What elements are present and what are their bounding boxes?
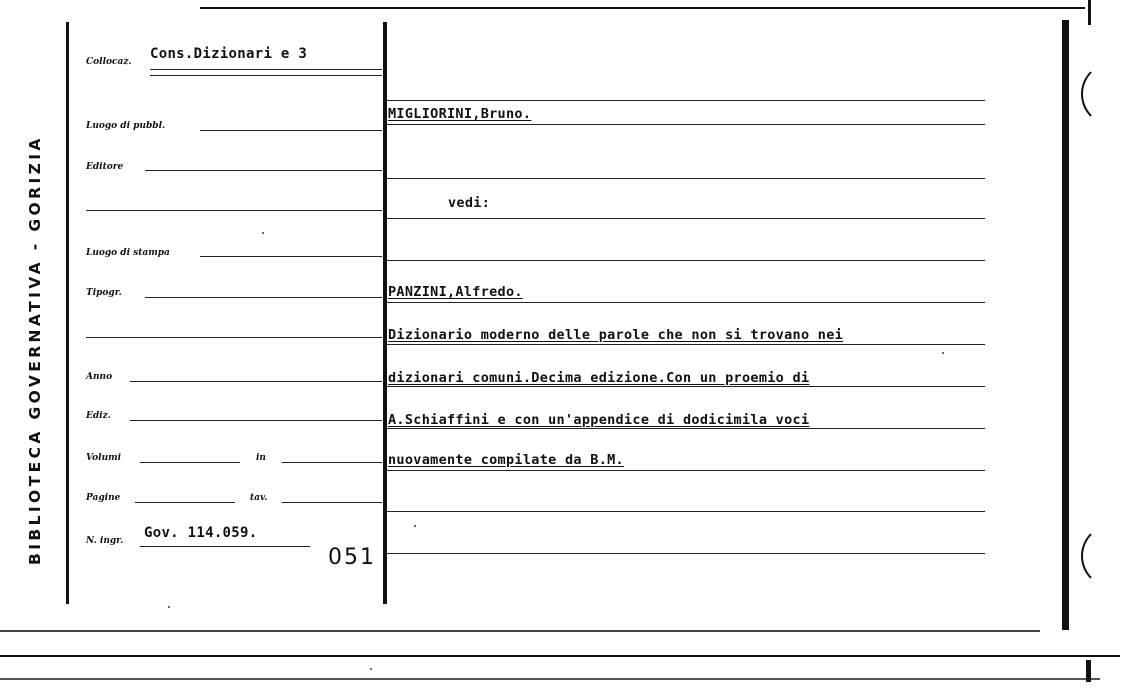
line-tav bbox=[282, 502, 382, 503]
line-ediz bbox=[130, 420, 382, 421]
left-rule bbox=[66, 22, 69, 604]
scan-speck bbox=[168, 606, 170, 608]
value-collocazione: Cons.Dizionari e 3 bbox=[150, 46, 308, 62]
right-rule-5 bbox=[387, 260, 985, 261]
line-n-ingr bbox=[140, 546, 310, 547]
line-tipogr-2 bbox=[86, 337, 382, 338]
right-rule-11 bbox=[387, 511, 985, 512]
right-thick-rule bbox=[1062, 20, 1069, 630]
value-n-ingr: Gov. 114.059. bbox=[144, 525, 258, 541]
line-editore bbox=[145, 170, 382, 171]
label-anno: Anno bbox=[86, 372, 113, 382]
line-tipogr bbox=[145, 297, 382, 298]
scan-speck bbox=[262, 232, 264, 234]
line-volumi bbox=[140, 462, 240, 463]
right-rule-2 bbox=[387, 124, 985, 125]
bottom-right-mark bbox=[1086, 660, 1091, 682]
entry-ref-line-4: nuovamente compilate da B.M. bbox=[388, 452, 624, 468]
right-edge-line bbox=[1088, 0, 1091, 25]
entry-ref-line-2: dizionari comuni.Decima edizione.Con un proemio di bbox=[388, 370, 810, 386]
top-border-line bbox=[200, 7, 1085, 9]
entry-ref-line-3: A.Schiaffini e con un'appendice di dodicimila voci bbox=[388, 412, 810, 428]
label-tav: tav. bbox=[250, 493, 268, 503]
handwritten-number: 051 bbox=[328, 545, 376, 570]
bottom-border-line-2 bbox=[0, 655, 1120, 657]
right-rule-1 bbox=[387, 100, 985, 101]
line-editore-2 bbox=[86, 210, 382, 211]
label-pagine: Pagine bbox=[86, 493, 121, 503]
label-collocazione: Collocaz. bbox=[86, 57, 132, 67]
line-luogo-pubbl bbox=[200, 130, 382, 131]
line-anno bbox=[130, 381, 382, 382]
library-stamp: BIBLIOTECA GOVERNATIVA - GORIZIA bbox=[26, 135, 44, 565]
label-n-ingr: N. ingr. bbox=[86, 536, 124, 546]
line-in bbox=[282, 462, 382, 463]
right-rule-10 bbox=[387, 470, 985, 471]
line-luogo-stampa bbox=[200, 256, 382, 257]
line-pagine bbox=[135, 502, 235, 503]
bottom-border-line bbox=[0, 630, 1040, 632]
entry-ref-author: PANZINI,Alfredo. bbox=[388, 284, 523, 300]
right-rule-7 bbox=[387, 344, 985, 345]
right-rule-9 bbox=[387, 428, 985, 429]
bottom-border-line-3 bbox=[0, 678, 1100, 680]
label-luogo-pubbl: Luogo di pubbl. bbox=[86, 121, 166, 131]
label-in: in bbox=[256, 453, 266, 463]
entry-author: MIGLIORINI,Bruno. bbox=[388, 106, 532, 122]
punch-hole-top bbox=[1081, 62, 1145, 126]
label-luogo-stampa: Luogo di stampa bbox=[86, 248, 170, 258]
scan-speck bbox=[414, 525, 416, 527]
label-volumi: Volumi bbox=[86, 453, 122, 463]
label-editore: Editore bbox=[86, 162, 124, 172]
label-tipogr: Tipogr. bbox=[86, 288, 122, 298]
label-ediz: Ediz. bbox=[86, 411, 111, 421]
right-rule-8 bbox=[387, 386, 985, 387]
right-rule-12 bbox=[387, 553, 985, 554]
scan-speck bbox=[942, 352, 944, 354]
line-collocazione bbox=[150, 69, 382, 70]
right-rule-6 bbox=[387, 302, 985, 303]
entry-vedi: vedi: bbox=[448, 195, 491, 211]
punch-hole-bottom bbox=[1081, 524, 1145, 588]
right-rule-4 bbox=[387, 218, 985, 219]
scan-speck bbox=[370, 668, 372, 670]
center-rule bbox=[383, 22, 387, 604]
right-rule-3 bbox=[387, 178, 985, 179]
entry-ref-line-1: Dizionario moderno delle parole che non si trovano nei bbox=[388, 327, 844, 343]
line-collocazione-lower bbox=[150, 75, 382, 76]
